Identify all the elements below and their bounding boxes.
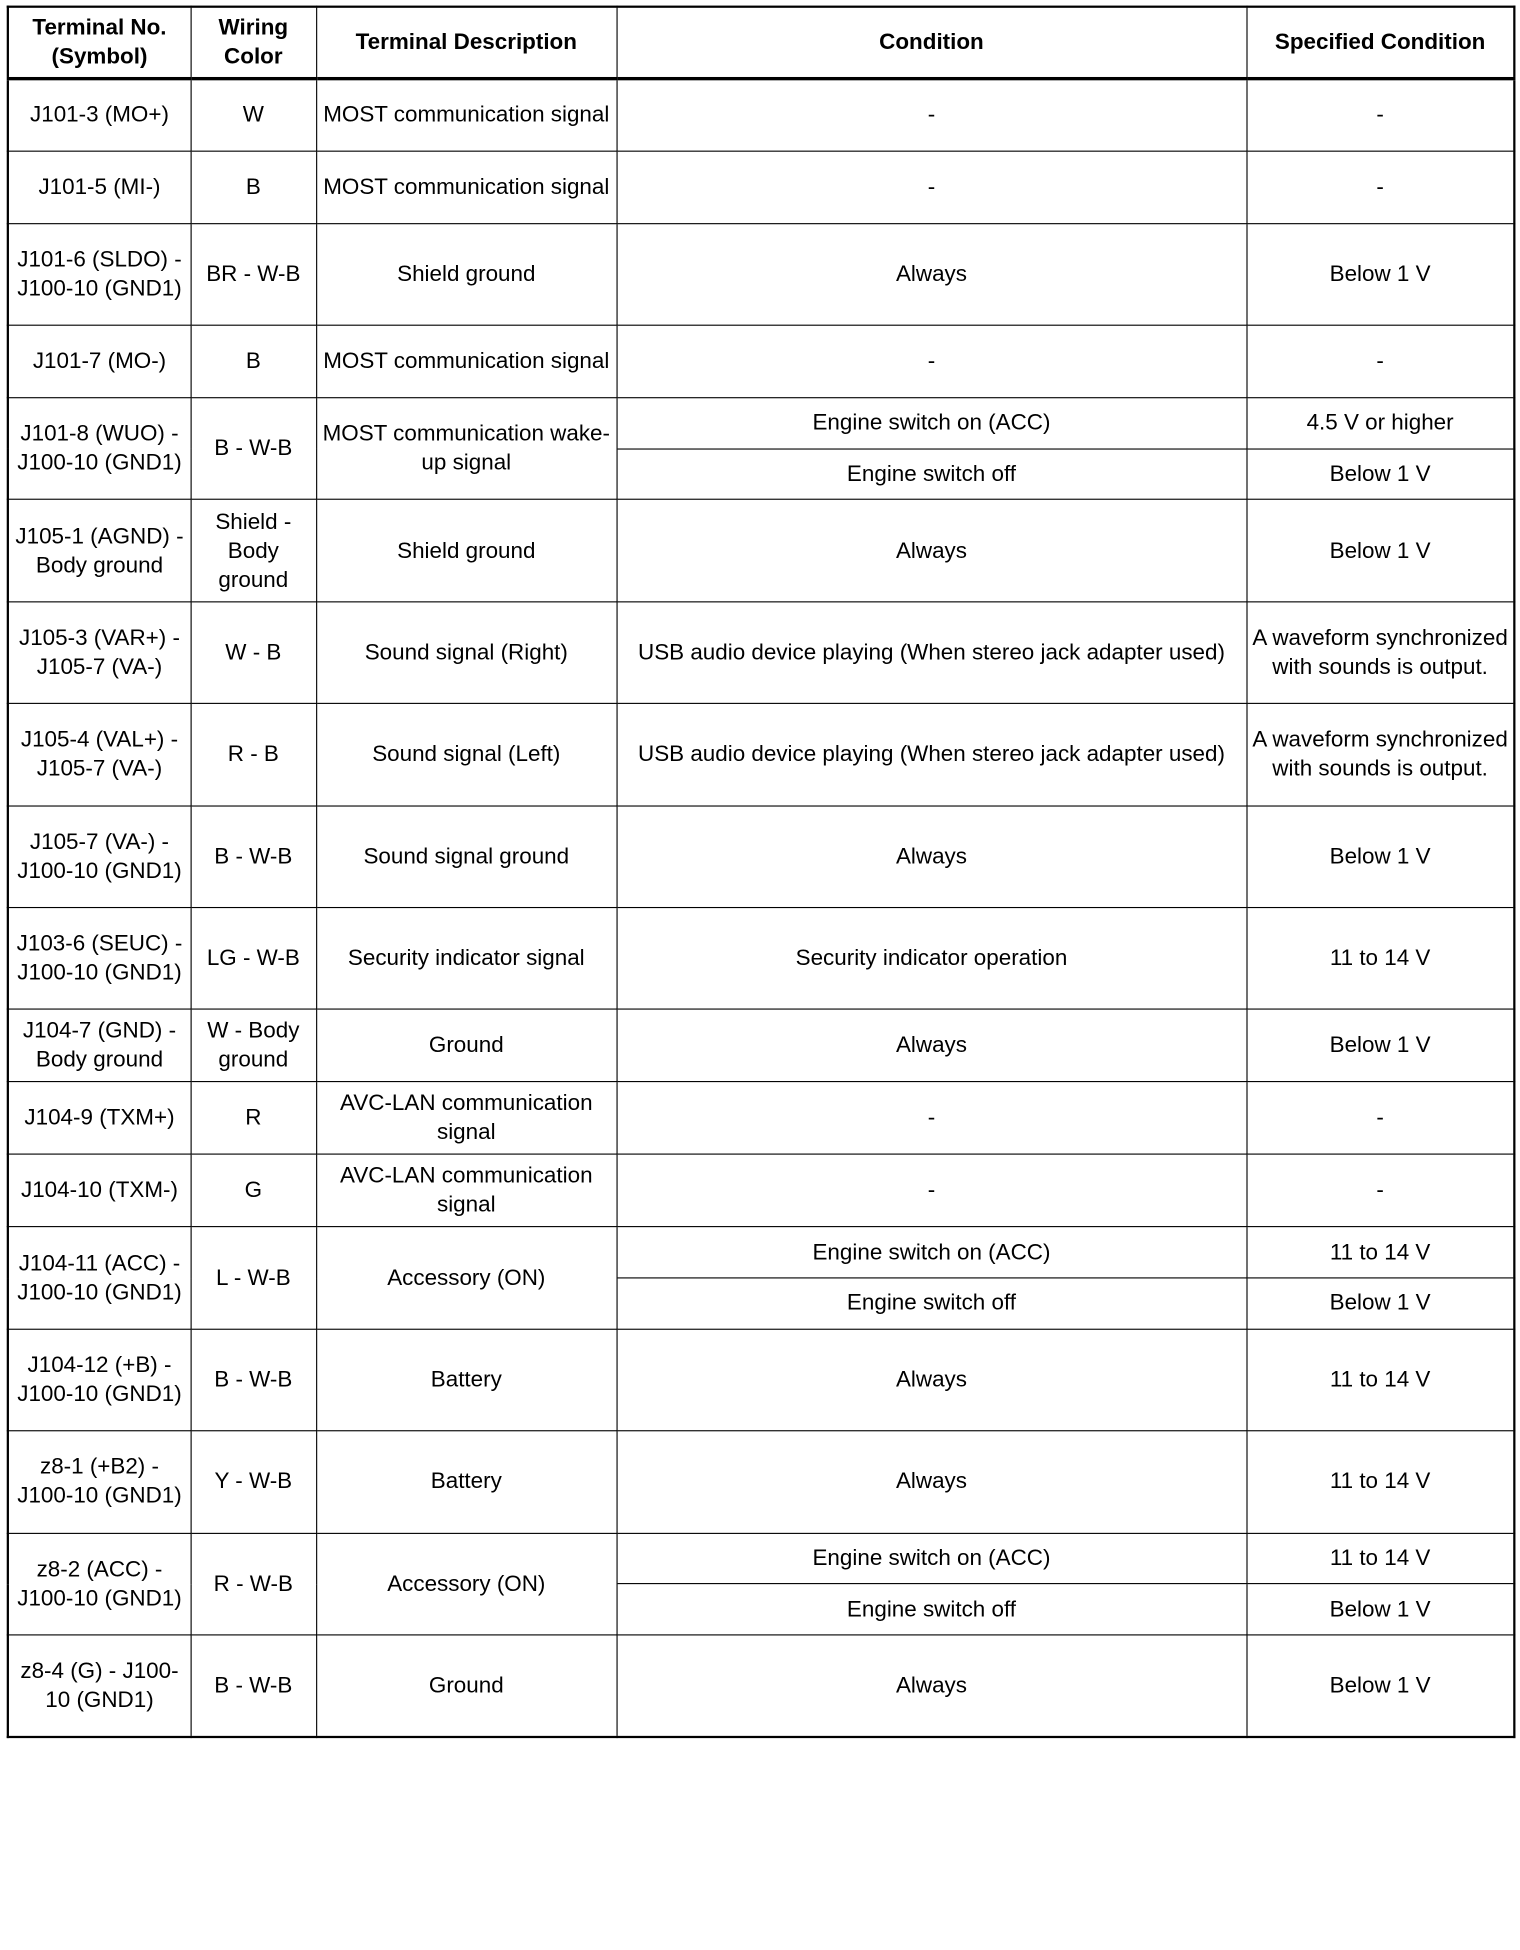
terminal-description-cell: MOST communication signal — [316, 325, 616, 398]
table-row — [8, 1082, 1514, 1155]
terminal-cell: J104-12 (+B) - J100-10 (GND1) — [8, 1329, 191, 1431]
wiring-color-cell: LG - W-B — [191, 907, 317, 1009]
wiring-color-cell: B - W-B — [191, 398, 317, 500]
wiring-color-cell: BR - W-B — [191, 223, 317, 325]
header-terminal-description: Terminal Description — [316, 7, 616, 78]
specified-condition-cell: 4.5 V or higher — [1246, 398, 1514, 449]
terminal-description-cell: Shield ground — [316, 500, 616, 602]
table-row — [8, 1533, 1514, 1584]
table-row — [8, 500, 1514, 602]
terminal-description-cell: Sound signal ground — [316, 805, 616, 907]
condition-cell: - — [616, 151, 1246, 224]
condition-cell: USB audio device playing (When stereo jack adapter used) — [616, 602, 1246, 704]
specified-condition-cell: Below 1 V — [1246, 805, 1514, 907]
table-row — [8, 398, 1514, 449]
specified-condition-cell: - — [1246, 1082, 1514, 1155]
terminal-description-cell: MOST communication wake-up signal — [316, 398, 616, 500]
condition-cell: Always — [616, 1329, 1246, 1431]
wiring-color-cell: W — [191, 78, 317, 151]
wiring-color-cell: B - W-B — [191, 1635, 317, 1737]
table-row — [8, 1635, 1514, 1737]
wiring-color-cell: B - W-B — [191, 1329, 317, 1431]
specified-condition-cell: Below 1 V — [1246, 1009, 1514, 1082]
terminal-cell: J101-6 (SLDO) - J100-10 (GND1) — [8, 223, 191, 325]
specified-condition-cell: - — [1246, 151, 1514, 224]
terminal-cell: J104-7 (GND) - Body ground — [8, 1009, 191, 1082]
condition-cell: Always — [616, 223, 1246, 325]
header-wiring-color: Wiring Color — [191, 7, 317, 78]
condition-cell: - — [616, 1154, 1246, 1227]
specified-condition-cell: A waveform synchronized with sounds is output. — [1246, 704, 1514, 806]
specified-condition-cell: 11 to 14 V — [1246, 1329, 1514, 1431]
header-condition: Condition — [616, 7, 1246, 78]
terminal-cell: J105-1 (AGND) - Body ground — [8, 500, 191, 602]
specified-condition-cell: A waveform synchronized with sounds is output. — [1246, 602, 1514, 704]
specified-condition-cell: 11 to 14 V — [1246, 1533, 1514, 1584]
specified-condition-cell: 11 to 14 V — [1246, 1431, 1514, 1533]
specified-condition-cell: Below 1 V — [1246, 223, 1514, 325]
condition-cell: - — [616, 78, 1246, 151]
table-row — [8, 223, 1514, 325]
terminal-table-body — [8, 78, 1514, 1737]
table-row — [8, 1227, 1514, 1278]
terminal-description-cell: Ground — [316, 1009, 616, 1082]
wiring-color-cell: Shield - Body ground — [191, 500, 317, 602]
condition-cell: Always — [616, 805, 1246, 907]
terminal-cell: J104-10 (TXM-) — [8, 1154, 191, 1227]
terminal-cell: z8-2 (ACC) - J100-10 (GND1) — [8, 1533, 191, 1635]
condition-cell: Engine switch on (ACC) — [616, 1227, 1246, 1278]
condition-cell: Always — [616, 1009, 1246, 1082]
condition-cell: Always — [616, 500, 1246, 602]
wiring-color-cell: W - B — [191, 602, 317, 704]
specified-condition-cell: 11 to 14 V — [1246, 907, 1514, 1009]
terminal-description-cell: Shield ground — [316, 223, 616, 325]
header-terminal: Terminal No. (Symbol) — [8, 7, 191, 78]
terminal-cell: J101-5 (MI-) — [8, 151, 191, 224]
condition-cell: Engine switch off — [616, 449, 1246, 500]
header-row — [8, 7, 1514, 78]
terminal-table — [7, 6, 1516, 1739]
wiring-color-cell: R - W-B — [191, 1533, 317, 1635]
wiring-color-cell: B - W-B — [191, 805, 317, 907]
specified-condition-cell: Below 1 V — [1246, 1278, 1514, 1329]
table-row — [8, 1009, 1514, 1082]
condition-cell: Always — [616, 1431, 1246, 1533]
terminal-cell: J104-11 (ACC) - J100-10 (GND1) — [8, 1227, 191, 1329]
table-row — [8, 1329, 1514, 1431]
wiring-color-cell: B — [191, 325, 317, 398]
specified-condition-cell: 11 to 14 V — [1246, 1227, 1514, 1278]
wiring-color-cell: L - W-B — [191, 1227, 317, 1329]
terminal-description-cell: Accessory (ON) — [316, 1227, 616, 1329]
terminal-description-cell: AVC-LAN communication signal — [316, 1082, 616, 1155]
specified-condition-cell: - — [1246, 78, 1514, 151]
specified-condition-cell: Below 1 V — [1246, 1584, 1514, 1635]
terminal-description-cell: MOST communication signal — [316, 151, 616, 224]
terminal-description-cell: Sound signal (Right) — [316, 602, 616, 704]
terminal-description-cell: AVC-LAN communication signal — [316, 1154, 616, 1227]
terminal-description-cell: MOST communication signal — [316, 78, 616, 151]
table-row — [8, 78, 1514, 151]
condition-cell: - — [616, 1082, 1246, 1155]
table-row — [8, 602, 1514, 704]
table-row — [8, 907, 1514, 1009]
condition-cell: Engine switch off — [616, 1584, 1246, 1635]
condition-cell: Engine switch off — [616, 1278, 1246, 1329]
terminal-description-cell: Sound signal (Left) — [316, 704, 616, 806]
specified-condition-cell: Below 1 V — [1246, 449, 1514, 500]
table-row — [8, 151, 1514, 224]
condition-cell: Engine switch on (ACC) — [616, 398, 1246, 449]
table-row — [8, 325, 1514, 398]
terminal-cell: J105-4 (VAL+) - J105-7 (VA-) — [8, 704, 191, 806]
condition-cell: Security indicator operation — [616, 907, 1246, 1009]
table-row — [8, 805, 1514, 907]
wiring-color-cell: Y - W-B — [191, 1431, 317, 1533]
table-row — [8, 704, 1514, 806]
wiring-color-cell: G — [191, 1154, 317, 1227]
terminal-cell: J105-3 (VAR+) - J105-7 (VA-) — [8, 602, 191, 704]
condition-cell: - — [616, 325, 1246, 398]
table-row — [8, 1154, 1514, 1227]
terminal-description-cell: Ground — [316, 1635, 616, 1737]
condition-cell: Engine switch on (ACC) — [616, 1533, 1246, 1584]
terminal-cell: z8-1 (+B2) - J100-10 (GND1) — [8, 1431, 191, 1533]
terminal-cell: z8-4 (G) - J100-10 (GND1) — [8, 1635, 191, 1737]
specified-condition-cell: Below 1 V — [1246, 500, 1514, 602]
terminal-description-cell: Battery — [316, 1431, 616, 1533]
condition-cell: Always — [616, 1635, 1246, 1737]
specified-condition-cell: - — [1246, 1154, 1514, 1227]
header-specified-condition: Specified Condition — [1246, 7, 1514, 78]
terminal-cell: J101-8 (WUO) - J100-10 (GND1) — [8, 398, 191, 500]
terminal-description-cell: Security indicator signal — [316, 907, 616, 1009]
terminal-cell: J103-6 (SEUC) - J100-10 (GND1) — [8, 907, 191, 1009]
terminal-description-cell: Battery — [316, 1329, 616, 1431]
terminal-cell: J101-7 (MO-) — [8, 325, 191, 398]
terminal-cell: J104-9 (TXM+) — [8, 1082, 191, 1155]
table-row — [8, 1431, 1514, 1533]
condition-cell: USB audio device playing (When stereo jack adapter used) — [616, 704, 1246, 806]
wiring-color-cell: R — [191, 1082, 317, 1155]
wiring-color-cell: W - Body ground — [191, 1009, 317, 1082]
terminal-description-cell: Accessory (ON) — [316, 1533, 616, 1635]
terminal-cell: J101-3 (MO+) — [8, 78, 191, 151]
specified-condition-cell: - — [1246, 325, 1514, 398]
wiring-color-cell: R - B — [191, 704, 317, 806]
wiring-color-cell: B — [191, 151, 317, 224]
specified-condition-cell: Below 1 V — [1246, 1635, 1514, 1737]
terminal-cell: J105-7 (VA-) - J100-10 (GND1) — [8, 805, 191, 907]
